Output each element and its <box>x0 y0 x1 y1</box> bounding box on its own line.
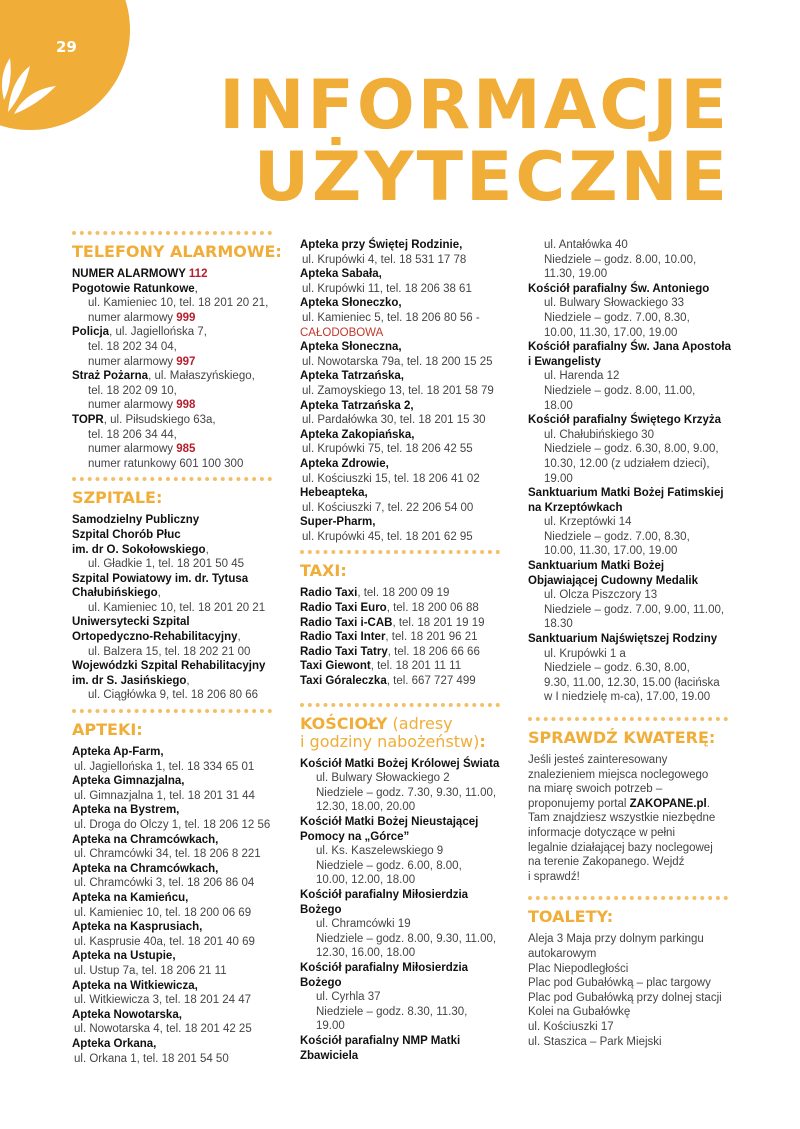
taxi-name: Taxi Giewont <box>300 660 371 673</box>
kwatera-portal-line: proponujemy portal ZAKOPANE.pl. <box>528 797 710 810</box>
page-number: 29 <box>56 38 77 56</box>
church-name: na Krzeptówkach <box>528 501 623 514</box>
pharmacy-name: Apteka Tatrzańska, <box>300 370 404 383</box>
pharmacy-address: ul. Nowotarska 79a, tel. 18 200 15 25 <box>302 355 493 368</box>
pharmacy-name: Apteka Gimnazjalna, <box>72 775 185 788</box>
church-detail: Niedziele – godz. 7.30, 9.30, 11.00, <box>316 786 497 799</box>
church-detail: ul. Antałówka 40 <box>544 239 628 251</box>
church-detail: Niedziele – godz. 7.00, 8.30, <box>544 311 690 324</box>
church-name: Zbawiciela <box>300 1049 359 1062</box>
hospital-name: Chałubińskiego, <box>72 587 161 600</box>
church-name: Bożego <box>300 903 342 916</box>
church-detail: 18.30 <box>544 618 573 631</box>
pogotowie-alarm: numer alarmowy 999 <box>88 311 196 324</box>
column-2 <box>300 238 510 1063</box>
toilet-item: autokarowym <box>528 947 597 960</box>
pogotowie-entry: Pogotowie Ratunkowe, <box>72 282 198 295</box>
taxi-tel: , tel. 18 201 11 11 <box>370 660 462 673</box>
section-heading-szpitale: SZPITALE: <box>72 488 163 508</box>
column-1 <box>72 225 282 1066</box>
policja-entry: Policja, ul. Jagiellońska 7, <box>72 326 207 339</box>
taxi-name: Taxi Góraleczka <box>300 675 387 688</box>
church-name: Kościół parafialny Miłosierdzia <box>300 961 469 974</box>
dotted-divider <box>72 709 272 713</box>
pharmacy-name: Apteka Ap-Farm, <box>72 746 164 759</box>
hospital-name: Ortopedyczno-Rehabilitacyjny, <box>72 631 241 644</box>
church-name: Sanktuarium Najświętszej Rodziny <box>528 633 718 646</box>
dotted-divider <box>72 231 272 235</box>
church-detail: ul. Chałubińskiego 30 <box>544 428 654 441</box>
hospital-address: ul. Kamieniec 10, tel. 18 201 20 21 <box>88 601 266 614</box>
column-3 <box>528 238 738 1049</box>
topr-entry: TOPR, ul. Piłsudskiego 63a, <box>72 413 216 426</box>
taxi-item <box>300 586 510 601</box>
kwatera-line: legalnie działającej bazy noclegowej <box>528 841 713 854</box>
pharmacy-note: CAŁODOBOWA <box>300 326 384 339</box>
toilet-item: ul. Staszica – Park Miejski <box>528 1035 662 1048</box>
church-name: i Ewangelisty <box>528 355 601 368</box>
church-name: Kościół parafialny NMP Matki <box>300 1034 461 1047</box>
church-name: Sanktuarium Matki Bożej <box>528 560 665 573</box>
taxi-tel: , tel. 18 201 96 21 <box>385 631 478 644</box>
pharmacy-address: ul. Kościuszki 15, tel. 18 206 41 02 <box>302 472 480 485</box>
pharmacy-name: Apteka Zdrowie, <box>300 457 389 470</box>
kwatera-line: na miarę swoich potrzeb – <box>528 783 663 796</box>
taxi-name: Radio Taxi Tatry <box>300 645 388 658</box>
section-heading-apteki: APTEKI: <box>72 720 143 740</box>
pharmacy-address: ul. Kamieniec 10, tel. 18 200 06 69 <box>74 906 252 919</box>
section-heading-koscioly: KOŚCIOŁY (adresy i godziny nabożeństw): <box>300 713 486 751</box>
hospital-address: ul. Gładkie 1, tel. 18 201 50 45 <box>88 558 244 571</box>
hospital-name: Samodzielny Publiczny <box>72 514 200 527</box>
pharmacy-address: ul. Orkana 1, tel. 18 201 54 50 <box>74 1052 229 1065</box>
taxi-name: Radio Taxi i-CAB <box>300 616 393 629</box>
church-name: Kościół Matki Bożej Królowej Świata <box>300 757 500 770</box>
pharmacy-name: Apteka na Chramcówkach, <box>72 833 219 846</box>
pharmacy-address: ul. Krupówki 75, tel. 18 206 42 55 <box>302 443 473 456</box>
dotted-divider <box>72 477 272 481</box>
pharmacy-address: ul. Kościuszki 7, tel. 22 206 54 00 <box>302 501 474 514</box>
kwatera-line: Tam znajdziesz wszystkie niezbędne <box>528 812 716 825</box>
hospital-address: ul. Balzera 15, tel. 18 202 21 00 <box>88 645 251 658</box>
church-detail: Niedziele – godz. 8.30, 11.30, <box>316 1005 468 1018</box>
taxi-tel: , tel. 667 727 499 <box>386 675 476 688</box>
pharmacy-name: Apteka Zakopiańska, <box>300 428 415 441</box>
church-list <box>528 282 738 705</box>
church-detail: ul. Chramcówki 19 <box>316 918 411 931</box>
dotted-divider <box>528 717 728 721</box>
church-detail: 18.00 <box>544 399 573 412</box>
kwatera-text <box>528 811 738 884</box>
pharmacy-address: ul. Krupówki 45, tel. 18 201 62 95 <box>302 530 473 543</box>
pharmacy-address: ul. Ustup 7a, tel. 18 206 21 11 <box>74 964 227 977</box>
church-detail: 12.30, 16.00, 18.00 <box>316 947 416 960</box>
pharmacy-name: Super-Pharm, <box>300 516 376 529</box>
church-detail: w I niedzielę m-ca), 17.00, 19.00 <box>544 691 711 704</box>
kwatera-line: i sprawdź! <box>528 870 580 883</box>
church-detail: 12.30, 18.00, 20.00 <box>316 801 416 814</box>
church-detail: ul. Krzeptówki 14 <box>544 516 632 529</box>
church-list <box>300 757 510 1063</box>
pharmacy-name: Apteka na Kamieńcu, <box>72 891 189 904</box>
topr-alarm: numer alarmowy 985 <box>88 443 196 456</box>
church-detail: Niedziele – godz. 8.00, 9.30, 11.00, <box>316 932 497 945</box>
dotted-divider <box>300 703 500 707</box>
taxi-item <box>300 659 510 674</box>
toilet-item: Plac pod Gubałówką przy dolnej stacji <box>528 991 722 1004</box>
pharmacy-address: ul. Chramcówki 3, tel. 18 206 86 04 <box>74 877 255 890</box>
pharmacy-address: ul. Kamieniec 5, tel. 18 206 80 56 - <box>302 311 480 324</box>
hospital-name: Szpital Powiatowy im. dr. Tytusa <box>72 572 249 585</box>
pharmacy-name: Apteka na Chramcówkach, <box>72 862 219 875</box>
church-detail: 10.00, 11.30, 17.00, 19.00 <box>544 545 678 558</box>
taxi-tel: , tel. 18 206 66 66 <box>387 645 480 658</box>
church-detail: Niedziele – godz. 6.30, 8.00, 9.00, <box>544 443 719 456</box>
church-name: Bożego <box>300 976 342 989</box>
alarm-main: NUMER ALARMOWY 112 <box>72 268 208 280</box>
pharmacy-name: Apteka Słoneczko, <box>300 297 402 310</box>
church-continuation <box>528 238 738 282</box>
church-name: Kościół parafialny Miłosierdzia <box>300 888 469 901</box>
section-heading-toalety: TOALETY: <box>528 907 614 927</box>
church-detail: ul. Olcza Piszczory 13 <box>544 589 658 602</box>
pharmacy-name: Apteka Słoneczna, <box>300 341 402 354</box>
pharmacy-name: Apteka Nowotarska, <box>72 1008 182 1021</box>
taxi-name: Radio Taxi Euro <box>300 602 387 615</box>
hospital-address: ul. Ciągłówka 9, tel. 18 206 80 66 <box>88 689 259 702</box>
church-name: Pomocy na „Górce” <box>300 830 410 843</box>
straz-tel: tel. 18 202 09 10, <box>88 384 177 397</box>
pharmacy-address: ul. Krupówki 11, tel. 18 206 38 61 <box>302 282 472 295</box>
hospital-name: Szpital Chorób Płuc <box>72 528 181 541</box>
straz-alarm: numer alarmowy 998 <box>88 399 196 412</box>
kwatera-line: informacje dotyczące w pełni <box>528 826 676 839</box>
taxi-name: Radio Taxi <box>300 587 358 600</box>
kwatera-text <box>528 753 738 797</box>
church-detail: ul. Cyrhla 37 <box>316 991 381 1004</box>
pharmacy-address: ul. Zamoyskiego 13, tel. 18 201 58 79 <box>302 384 494 397</box>
section-heading-taxi: TAXI: <box>300 561 347 581</box>
church-detail: ul. Krupówki 1 a <box>544 647 626 660</box>
church-name: Kościół parafialny Świętego Krzyża <box>528 414 722 427</box>
dotted-divider <box>528 896 728 900</box>
section-heading-alarm: TELEFONY ALARMOWE: <box>72 242 282 261</box>
straz-entry: Straż Pożarna, ul. Małaszyńskiego, <box>72 370 255 383</box>
hospital-name: Uniwersytecki Szpital <box>72 616 190 629</box>
taxi-item <box>300 601 510 616</box>
hospital-name: im. dr O. Sokołowskiego, <box>72 543 209 556</box>
title-line-1: INFORMACJE <box>219 66 730 145</box>
church-detail: Niedziele – godz. 7.00, 9.00, 11.00, <box>544 603 725 616</box>
church-detail: 19.00 <box>316 1020 345 1033</box>
pharmacy-name: Apteka Sabała, <box>300 268 382 281</box>
church-name: Sanktuarium Matki Bożej Fatimskiej <box>528 487 724 500</box>
church-detail: 9.30, 11.00, 12.30, 15.00 (łacińska <box>544 676 720 689</box>
church-detail: ul. Ks. Kaszelewskiego 9 <box>316 845 444 858</box>
taxi-tel: , tel. 18 200 06 88 <box>386 602 479 615</box>
page-title <box>219 66 730 217</box>
section-heading-kwatera: SPRAWDŹ KWATERĘ: <box>528 728 716 747</box>
policja-tel: tel. 18 202 34 04, <box>88 340 177 353</box>
church-detail: ul. Bulwary Słowackiego 33 <box>544 297 684 310</box>
taxi-list <box>300 586 510 688</box>
church-detail: 11.30, 19.00 <box>544 268 608 281</box>
toilet-item: ul. Kościuszki 17 <box>528 1020 614 1033</box>
church-detail: 10.30, 12.00 (z udziałem dzieci), <box>544 457 710 470</box>
kwatera-line: Jeśli jesteś zainteresowany <box>528 754 668 766</box>
pogotowie-address: ul. Kamieniec 10, tel. 18 201 20 21, <box>88 297 269 310</box>
kwatera-line: na terenie Zakopanego. Wejdź <box>528 856 685 869</box>
toilet-item: Kolei na Gubałówkę <box>528 1006 631 1019</box>
church-detail: 10.00, 12.00, 18.00 <box>316 874 416 887</box>
pharmacy-address: ul. Kasprusie 40a, tel. 18 201 40 69 <box>74 935 255 948</box>
toilet-item: Plac pod Gubałówką – plac targowy <box>528 977 711 990</box>
taxi-item <box>300 616 510 631</box>
pharmacy-name: Apteka Tatrzańska 2, <box>300 399 414 412</box>
pharmacy-list <box>300 238 510 544</box>
church-name: Kościół parafialny Św. Jana Apostoła <box>528 341 732 354</box>
toilet-item: Plac Niepodległości <box>528 962 629 975</box>
pharmacy-name: Apteka przy Świętej Rodzinie, <box>300 239 463 251</box>
pharmacy-list <box>72 745 282 1066</box>
taxi-tel: , tel. 18 200 09 19 <box>357 587 450 600</box>
church-name: Kościół parafialny Św. Antoniego <box>528 282 710 295</box>
pharmacy-address: ul. Witkiewicza 3, tel. 18 201 24 47 <box>74 994 252 1007</box>
church-detail: 10.00, 11.30, 17.00, 19.00 <box>544 326 678 339</box>
pharmacy-name: Apteka Orkana, <box>72 1037 157 1050</box>
toilet-item: Aleja 3 Maja przy dolnym parkingu <box>528 933 704 946</box>
topr-rescue: numer ratunkowy 601 100 300 <box>88 457 244 470</box>
church-detail: 19.00 <box>544 472 573 485</box>
pharmacy-address: ul. Droga do Olczy 1, tel. 18 206 12 56 <box>74 819 271 831</box>
kwatera-line: znalezieniem miejsca noclegowego <box>528 768 709 781</box>
pharmacy-address: ul. Jagiellońska 1, tel. 18 334 65 01 <box>74 760 255 773</box>
pharmacy-address: ul. Chramcówki 34, tel. 18 206 8 221 <box>74 848 261 861</box>
taxi-name: Radio Taxi Inter <box>300 631 386 644</box>
hospital-name: Wojewódzki Szpital Rehabilitacyjny <box>72 660 266 673</box>
dotted-divider <box>300 550 500 554</box>
taxi-item <box>300 674 510 689</box>
church-detail: Niedziele – godz. 8.00, 10.00, <box>544 253 697 266</box>
pharmacy-address: ul. Krupówki 4, tel. 18 531 17 78 <box>302 253 467 266</box>
policja-alarm: numer alarmowy 997 <box>88 355 196 368</box>
church-name: Objawiającej Cudowny Medalik <box>528 574 698 587</box>
church-detail: Niedziele – godz. 8.00, 11.00, <box>544 384 696 397</box>
taxi-item <box>300 645 510 660</box>
taxi-tel: , tel. 18 201 19 19 <box>392 616 485 629</box>
pharmacy-name: Apteka na Kasprusiach, <box>72 921 203 934</box>
church-name: Kościół Matki Bożej Nieustającej <box>300 816 479 828</box>
church-detail: ul. Bulwary Słowackiego 2 <box>316 772 450 785</box>
church-detail: Niedziele – godz. 6.30, 8.00, <box>544 662 690 675</box>
title-line-2: UŻYTECZNE <box>253 138 730 217</box>
taxi-item <box>300 630 510 645</box>
pharmacy-name: Apteka na Bystrem, <box>72 804 180 817</box>
pharmacy-name: Apteka na Witkiewicza, <box>72 979 198 992</box>
toilet-list <box>528 932 738 1049</box>
topr-tel: tel. 18 206 34 44, <box>88 428 177 441</box>
church-detail: Niedziele – godz. 7.00, 8.30, <box>544 530 690 543</box>
pharmacy-address: ul. Pardałówka 30, tel. 18 201 15 30 <box>302 414 486 427</box>
pharmacy-name: Hebeapteka, <box>300 487 368 500</box>
church-detail: ul. Harenda 12 <box>544 370 620 383</box>
hospital-name: im. dr S. Jasińskiego, <box>72 674 190 687</box>
pharmacy-name: Apteka na Ustupie, <box>72 950 176 963</box>
pharmacy-address: ul. Nowotarska 4, tel. 18 201 42 25 <box>74 1023 252 1036</box>
pharmacy-address: ul. Gimnazjalna 1, tel. 18 201 31 44 <box>74 789 255 802</box>
church-detail: Niedziele – godz. 6.00, 8.00, <box>316 859 462 872</box>
